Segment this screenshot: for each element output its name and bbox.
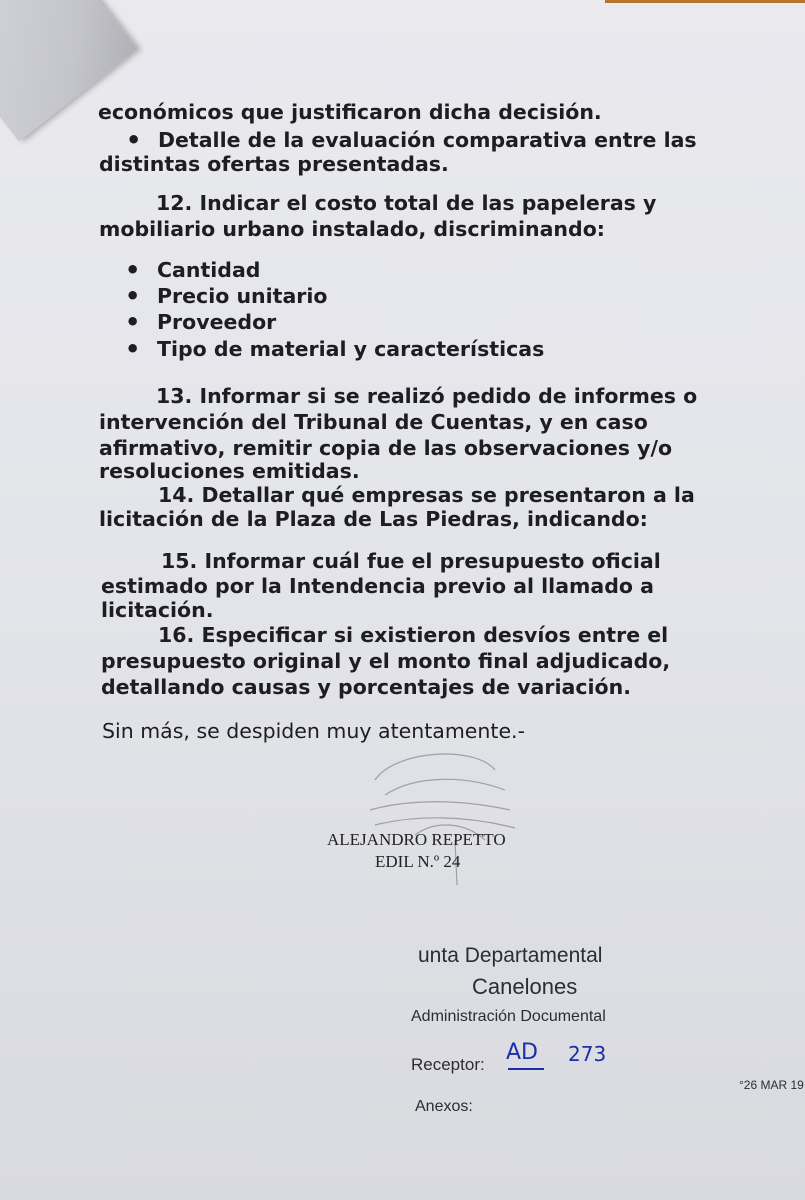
item-14-heading: 14. Detallar qué empresas se presentaron a la (158, 483, 695, 507)
text-line: presupuesto original y el monto final adjudicado, (101, 649, 671, 673)
item-12-heading: 12. Indicar el costo total de las papeleras y (156, 191, 657, 215)
text-line: mobiliario urbano instalado, discriminando: (99, 217, 605, 241)
stamp-line-2: Canelones (472, 974, 578, 999)
text-line: distintas ofertas presentadas. (99, 152, 449, 176)
text-line: económicos que justificaron dicha decisión. (98, 100, 602, 124)
stamp-line-1: unta Departamental (418, 944, 603, 967)
bullet-item: • Proveedor (157, 310, 276, 335)
text-line: afirmativo, remitir copia de las observaciones y/o (99, 436, 673, 460)
item-13-heading: 13. Informar si se realizó pedido de informes o (156, 384, 698, 408)
bullet-item: • Tipo de material y características (157, 337, 544, 362)
receptor-number: 273 (568, 1042, 607, 1066)
receptor-initials: AD (506, 1040, 538, 1065)
text-line: detallando causas y porcentajes de variación. (101, 675, 631, 699)
text-line: licitación de la Plaza de Las Piedras, indicando: (99, 507, 648, 531)
anexos-label: Anexos: (415, 1098, 473, 1115)
text-line: licitación. (101, 598, 214, 622)
stamp-date: °26 MAR 19 (739, 1078, 804, 1092)
text-line: intervención del Tribunal de Cuentas, y en caso (99, 410, 648, 434)
bullet-item: • Precio unitario (157, 284, 328, 309)
signatory-title: EDIL N.º 24 (375, 852, 461, 871)
desk-edge (605, 0, 805, 3)
bullet-item: • Detalle de la evaluación comparativa entre las (158, 128, 697, 153)
signatory-name: ALEJANDRO REPETTO (327, 830, 506, 849)
text-line: estimado por la Intendencia previo al llamado a (101, 574, 654, 598)
receptor-label: Receptor: (411, 1055, 485, 1074)
receptor-underline (508, 1068, 544, 1070)
bullet-item: • Cantidad (157, 258, 260, 283)
item-15-heading: 15. Informar cuál fue el presupuesto oficial (161, 549, 661, 573)
closing-line: Sin más, se despiden muy atentamente.- (102, 719, 525, 743)
text-line: resoluciones emitidas. (99, 459, 360, 483)
stamp-line-3: Administración Documental (411, 1008, 606, 1025)
item-16-heading: 16. Especificar si existieron desvíos entre el (158, 623, 669, 647)
